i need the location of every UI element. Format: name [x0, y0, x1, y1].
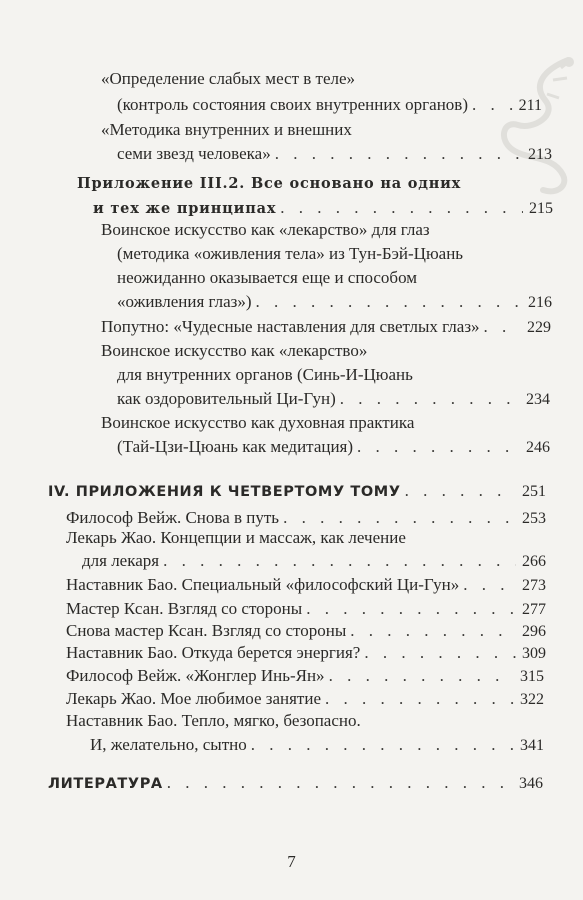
toc-entry-title: для внутренних органов (Синь-И-Цюань [117, 365, 413, 384]
toc-entry-title: (контроль состояния своих внутренних органов) [117, 95, 468, 114]
toc-entry-title: и тех же принципах [93, 200, 277, 217]
page-folio: 7 [287, 852, 296, 871]
leader-dots [340, 387, 520, 411]
leader-dots [163, 549, 516, 573]
toc-entry-title: «Методика внутренних и внешних [101, 120, 352, 139]
toc-section [48, 479, 546, 503]
leader-dots [405, 479, 516, 503]
toc-entry-title: Мастер Ксан. Взгляд со стороны [66, 599, 303, 618]
toc-entry-title: (методика «оживления тела» из Тун-Бэй-Цюань [117, 244, 464, 263]
leader-dots [463, 573, 516, 597]
toc-entry-title: Наставник Бао. Специальный «философский Ци-Гун» [66, 575, 460, 594]
toc-entry [66, 597, 546, 621]
toc-line [101, 339, 367, 363]
toc-page-number: 246 [526, 439, 550, 456]
leader-dots [167, 771, 513, 795]
toc-page-number: 211 [518, 97, 542, 114]
toc-page-number: 266 [522, 553, 546, 570]
toc-page-number: 273 [522, 577, 546, 594]
toc-entry-title: Воинское искусство как духовная практика [101, 413, 415, 432]
toc-entry-title: Воинское искусство как «лекарство» для глаз [101, 220, 430, 239]
toc-entry-title: Лекарь Жао. Мое любимое занятие [66, 689, 321, 708]
leader-dots [280, 196, 523, 220]
toc-page-number: 322 [520, 691, 544, 708]
toc-entry [93, 196, 553, 220]
toc-line [101, 118, 352, 142]
leader-dots [325, 687, 514, 711]
leader-dots [275, 142, 522, 166]
leader-dots [357, 435, 520, 459]
toc-entry-title: Снова мастер Ксан. Взгляд со стороны [66, 621, 347, 640]
toc-page-number: 253 [522, 510, 546, 527]
toc-line [66, 709, 361, 733]
toc-entry-title: Приложение III.2. Все основано на одних [77, 175, 462, 192]
toc-entry-title: Попутно: «Чудесные наставления для светлых глаз» [101, 317, 480, 336]
toc-entry-title: Философ Вейж. «Жонглер Инь-Ян» [66, 666, 325, 685]
leader-dots [306, 597, 516, 621]
toc-page-number: 309 [522, 645, 546, 662]
toc-page-number: 251 [522, 483, 546, 500]
toc-entry [117, 435, 550, 459]
toc-section-title: ЛИТЕРАТУРА [48, 776, 163, 792]
toc-page-number: 229 [527, 319, 551, 336]
toc-entry [117, 290, 552, 314]
toc-entry-title: для лекаря [82, 551, 160, 570]
toc-entry-title: И, желательно, сытно [90, 735, 247, 754]
toc-entry [117, 387, 550, 411]
toc-entry-title: неожиданно оказывается еще и способом [117, 268, 418, 287]
toc-line [117, 266, 417, 290]
toc-entry-title: «оживления глаз») [117, 292, 252, 311]
toc-entry-title: Наставник Бао. Откуда берется энергия? [66, 643, 361, 662]
toc-page-number: 341 [520, 737, 544, 754]
leader-dots [256, 290, 522, 314]
toc-section-title: IV. ПРИЛОЖЕНИЯ К ЧЕТВЕРТОМУ ТОМУ [48, 484, 401, 500]
toc-line [66, 526, 406, 550]
dragon-watermark-icon [473, 50, 583, 200]
toc-entry-title: Философ Вейж. Снова в путь [66, 508, 280, 527]
leader-dots [364, 641, 516, 665]
toc-line [117, 242, 463, 266]
toc-entry [90, 733, 544, 757]
toc-entry-title: семи звезд человека» [117, 144, 271, 163]
toc-entry [66, 641, 546, 665]
toc-line [101, 411, 414, 435]
toc-line [101, 218, 430, 242]
toc-page-number: 346 [519, 775, 543, 792]
toc-entry [117, 93, 542, 117]
toc-entry [66, 687, 544, 711]
toc-page-number: 277 [522, 601, 546, 618]
toc-entry [82, 549, 546, 573]
toc-entry [66, 664, 544, 688]
toc-entry [117, 142, 552, 166]
toc-page-number: 315 [520, 668, 544, 685]
toc-entry [66, 573, 546, 597]
toc-entry-title: (Тай-Цзи-Цюань как медитация) [117, 437, 354, 456]
toc-section [48, 771, 543, 795]
toc-entry-title: как оздоровительный Ци-Гун) [117, 389, 336, 408]
toc-line [101, 67, 355, 91]
toc-entry-title: Лекарь Жао. Концепции и массаж, как лечение [66, 528, 406, 547]
toc-entry-title: Воинское искусство как «лекарство» [101, 341, 368, 360]
leader-dots [329, 664, 514, 688]
toc-line [117, 363, 413, 387]
toc-page-number: 213 [528, 146, 552, 163]
leader-dots [251, 733, 514, 757]
toc-entry-title: Наставник Бао. Тепло, мягко, безопасно. [66, 711, 361, 730]
leader-dots [484, 315, 521, 339]
toc-section-heading [77, 172, 461, 196]
toc-page-number: 216 [528, 294, 552, 311]
toc-entry [66, 619, 546, 643]
leader-dots [350, 619, 516, 643]
toc-page-number: 215 [529, 200, 553, 217]
toc-entry-title: «Определение слабых мест в теле» [101, 69, 356, 88]
toc-entry [101, 315, 551, 339]
toc-page-number: 234 [526, 391, 550, 408]
leader-dots [472, 93, 513, 117]
toc-page-number: 296 [522, 623, 546, 640]
